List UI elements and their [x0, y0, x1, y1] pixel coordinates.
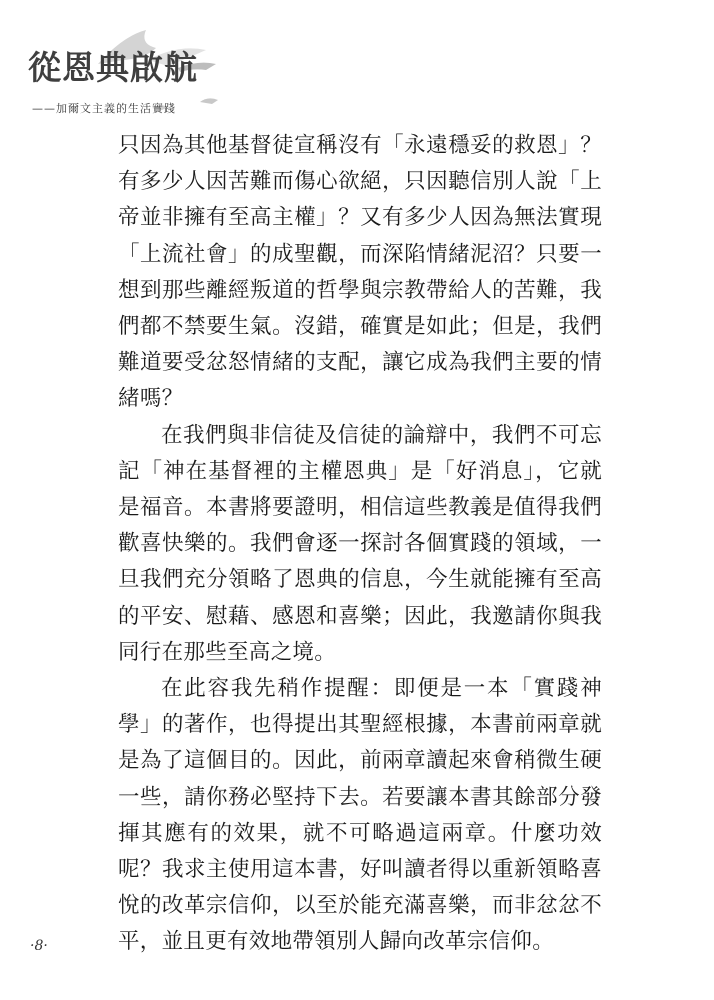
- book-subtitle: ——加爾文主義的生活實踐: [32, 102, 176, 115]
- paragraph: 只因為其他基督徒宣稱沒有「永遠穩妥的救恩」？有多少人因苦難而傷心欲絕，只因聽信別人說「上帝並非擁有至高主權」？又有多少人因為無法實現「上流社會」的成聖觀，而深陷情緒泥沼？只要一想到那些離經叛道的哲學與宗教帶給人的苦難，我們都不禁要生氣。沒錯，確實是如此；但是，我們難道要受忿怒情緒的支配，讓它成為我們主要的情緒嗎？: [118, 133, 602, 412]
- page-number: ·8·: [30, 938, 48, 954]
- page-body: [118, 128, 602, 961]
- paragraph: 在此容我先稍作提醒：即便是一本「實踐神學」的著作，也得提出其聖經根據，本書前兩章就是為了這個目的。因此，前兩章讀起來會稍微生硬一些，請你務必堅持下去。若要讓本書其餘部分發揮其應有的效果，就不可略過這兩章。什麼功效呢？我求主使用這本書，好叫讀者得以重新領略喜悅的改革宗信仰，以至於能充滿喜樂，而非忿忿不平，並且更有效地帶領別人歸向改革宗信仰。: [118, 676, 602, 955]
- book-header: [28, 24, 288, 114]
- book-title: 從恩典啟航: [28, 48, 198, 87]
- paragraph: 在我們與非信徒及信徒的論辯中，我們不可忘記「神在基督裡的主權恩典」是「好消息」，它就是福音。本書將要證明，相信這些教義是值得我們歡喜快樂的。我們會逐一探討各個實踐的領域，一旦我們充分領略了恩典的信息，今生就能擁有至高的平安、慰藉、感恩和喜樂；因此，我邀請你與我同行在那些至高之境。: [118, 422, 602, 665]
